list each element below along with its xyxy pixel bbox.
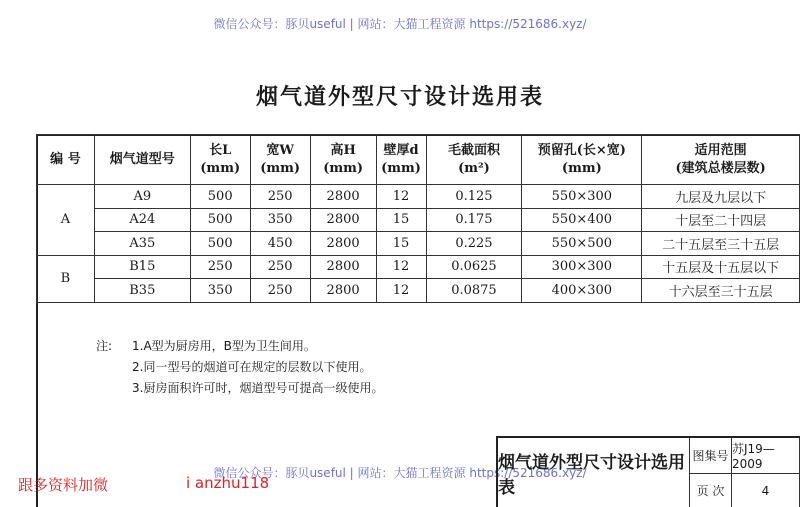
cell-area: 0.225 — [426, 232, 522, 256]
col-header-model: 烟气道型号 — [94, 135, 190, 185]
note-item: 3.厨房面积许可时，烟道型号可提高一级使用。 — [132, 381, 384, 395]
cell-model: A9 — [94, 185, 190, 209]
col-header-code: 编 号 — [37, 135, 95, 185]
cell-area: 0.0625 — [426, 255, 522, 279]
page-label: 页 次 — [690, 474, 732, 507]
overlay-text-right: i anzhu118 — [186, 474, 270, 492]
cell-width: 350 — [250, 208, 310, 232]
table-row — [37, 185, 800, 209]
cell-length: 500 — [190, 232, 250, 256]
cell-hole: 550×300 — [522, 185, 642, 209]
cell-model: A24 — [94, 208, 190, 232]
cell-model: B35 — [94, 279, 190, 303]
notes-label: 注: — [96, 339, 113, 353]
watermark-top: 微信公众号：豚贝useful | 网站：大猫工程资源 https://521686.xyz/ — [213, 17, 587, 31]
note-item: 1.A型为厨房用，B型为卫生间用。 — [132, 339, 316, 353]
cell-hole: 550×400 — [522, 208, 642, 232]
cell-height: 2800 — [310, 232, 376, 256]
group-code: A — [37, 185, 95, 256]
spec-table — [36, 134, 800, 303]
table-row — [37, 208, 800, 232]
cell-thickness: 15 — [376, 208, 426, 232]
title-block-title: 烟气道外型尺寸设计选用表 — [498, 438, 690, 507]
title-block — [496, 436, 800, 507]
atlas-label: 图集号 — [690, 438, 732, 474]
col-header-height: 高H (mm) — [310, 135, 376, 185]
cell-hole: 300×300 — [522, 255, 642, 279]
table-row — [37, 232, 800, 256]
col-header-hole: 预留孔(长×宽) (mm) — [522, 135, 642, 185]
col-header-area: 毛截面积 (m²) — [426, 135, 522, 185]
overlay-text-left: 跟多资料加微 — [18, 476, 109, 494]
cell-length: 250 — [190, 255, 250, 279]
cell-area: 0.0875 — [426, 279, 522, 303]
col-header-range: 适用范围 (建筑总楼层数) — [642, 135, 800, 185]
cell-height: 2800 — [310, 208, 376, 232]
cell-range: 九层及九层以下 — [642, 185, 800, 209]
cell-thickness: 15 — [376, 232, 426, 256]
col-header-length: 长L (mm) — [190, 135, 250, 185]
cell-height: 2800 — [310, 255, 376, 279]
atlas-value: 苏J19—2009 — [732, 438, 800, 474]
cell-area: 0.175 — [426, 208, 522, 232]
col-header-thickness: 壁厚d (mm) — [376, 135, 426, 185]
cell-length: 500 — [190, 208, 250, 232]
cell-width: 250 — [250, 185, 310, 209]
table-row — [37, 279, 800, 303]
cell-range: 十层至二十四层 — [642, 208, 800, 232]
cell-model: A35 — [94, 232, 190, 256]
cell-width: 250 — [250, 255, 310, 279]
cell-width: 250 — [250, 279, 310, 303]
cell-thickness: 12 — [376, 185, 426, 209]
cell-hole: 400×300 — [522, 279, 642, 303]
page-value: 4 — [732, 474, 800, 507]
cell-range: 十五层及十五层以下 — [642, 255, 800, 279]
table-row — [37, 255, 800, 279]
cell-range: 十六层至三十五层 — [642, 279, 800, 303]
cell-length: 500 — [190, 185, 250, 209]
table-header-row — [37, 135, 800, 185]
cell-hole: 550×500 — [522, 232, 642, 256]
col-header-width: 宽W (mm) — [250, 135, 310, 185]
cell-height: 2800 — [310, 279, 376, 303]
page-title: 烟气道外型尺寸设计选用表 — [255, 84, 544, 110]
watermark-bottom: 微信公众号：豚贝useful | 网站：大猫工程资源 https://521686.xyz/ — [213, 466, 587, 480]
group-code: B — [37, 255, 95, 302]
cell-thickness: 12 — [376, 255, 426, 279]
cell-range: 二十五层至三十五层 — [642, 232, 800, 256]
cell-area: 0.125 — [426, 185, 522, 209]
note-item: 2.同一型号的烟道可在规定的层数以下使用。 — [132, 360, 372, 374]
cell-width: 450 — [250, 232, 310, 256]
cell-length: 350 — [190, 279, 250, 303]
cell-height: 2800 — [310, 185, 376, 209]
cell-thickness: 12 — [376, 279, 426, 303]
notes — [96, 336, 384, 399]
cell-model: B15 — [94, 255, 190, 279]
